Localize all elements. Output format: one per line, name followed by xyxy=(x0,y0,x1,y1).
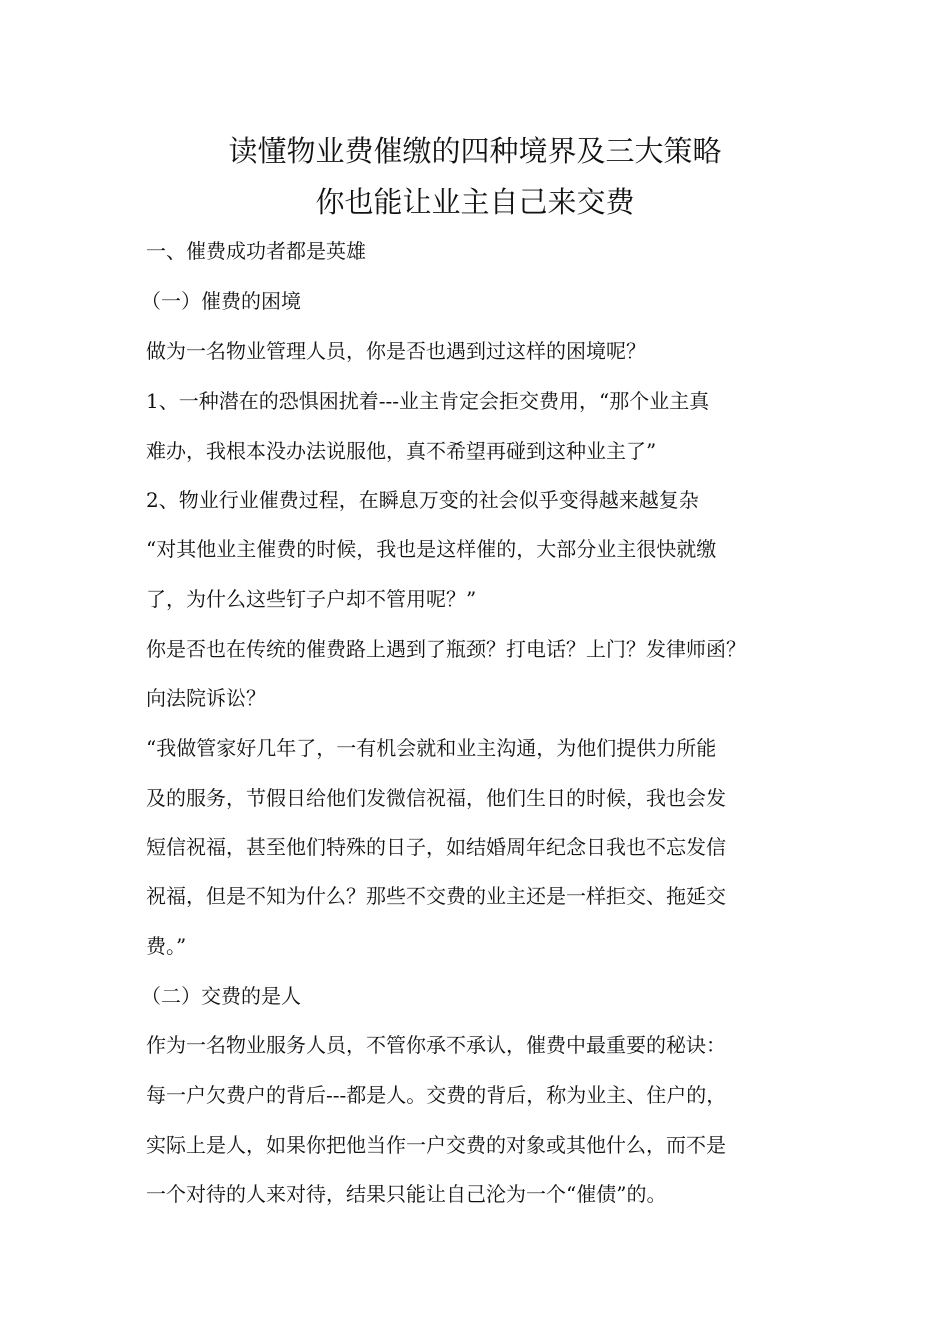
paragraph-line: 一个对待的人来对待，结果只能让自己沦为一个“催债”的。 xyxy=(146,1182,667,1206)
quote-line: 短信祝福，甚至他们特殊的日子，如结婚周年纪念日我也不忘发信 xyxy=(146,835,726,859)
quote-line: “我做管家好几年了，一有机会就和业主沟通，为他们提供力所能 xyxy=(146,736,717,760)
paragraph-line: 作为一名物业服务人员，不管你承不承认，催费中最重要的秘诀： xyxy=(146,1033,726,1057)
quote-line: 祝福，但是不知为什么？那些不交费的业主还是一样拒交、拖延交 xyxy=(146,884,726,908)
quote-line: 及的服务，节假日给他们发微信祝福，他们生日的时候，我也会发 xyxy=(146,786,726,810)
quote-line: “对其他业主催费的时候，我也是这样催的，大部分业主很快就缴 xyxy=(146,537,717,561)
paragraph-line: 每一户欠费户的背后---都是人。交费的背后，称为业主、住户的， xyxy=(146,1083,727,1107)
quote-line: 费。” xyxy=(146,934,187,958)
paragraph-line: 2、物业行业催费过程，在瞬息万变的社会似乎变得越来越复杂 xyxy=(146,488,699,512)
paragraph-line: 1、一种潜在的恐惧困扰着---业主肯定会拒交费用，“那个业主真 xyxy=(146,389,710,413)
paragraph-line: 实际上是人，如果你把他当作一户交费的对象或其他什么，而不是 xyxy=(146,1133,726,1157)
subsection-heading: （一）催费的困境 xyxy=(141,289,301,313)
paragraph-line: 向法院诉讼？ xyxy=(146,686,266,710)
document-subtitle: 你也能让业主自己来交费 xyxy=(315,185,635,219)
paragraph-line: 做为一名物业管理人员，你是否也遇到过这样的困境呢？ xyxy=(146,339,646,363)
document-title: 读懂物业费催缴的四种境界及三大策略 xyxy=(228,134,722,168)
paragraph-line: 难办，我根本没办法说服他，真不希望再碰到这种业主了” xyxy=(146,439,657,463)
paragraph-line: 你是否也在传统的催费路上遇到了瓶颈？打电话？上门？发律师函？ xyxy=(146,637,746,661)
section-heading: 一、催费成功者都是英雄 xyxy=(146,239,366,263)
subsection-heading: （二）交费的是人 xyxy=(141,984,301,1008)
quote-line: 了，为什么这些钉子户却不管用呢？” xyxy=(146,587,477,611)
